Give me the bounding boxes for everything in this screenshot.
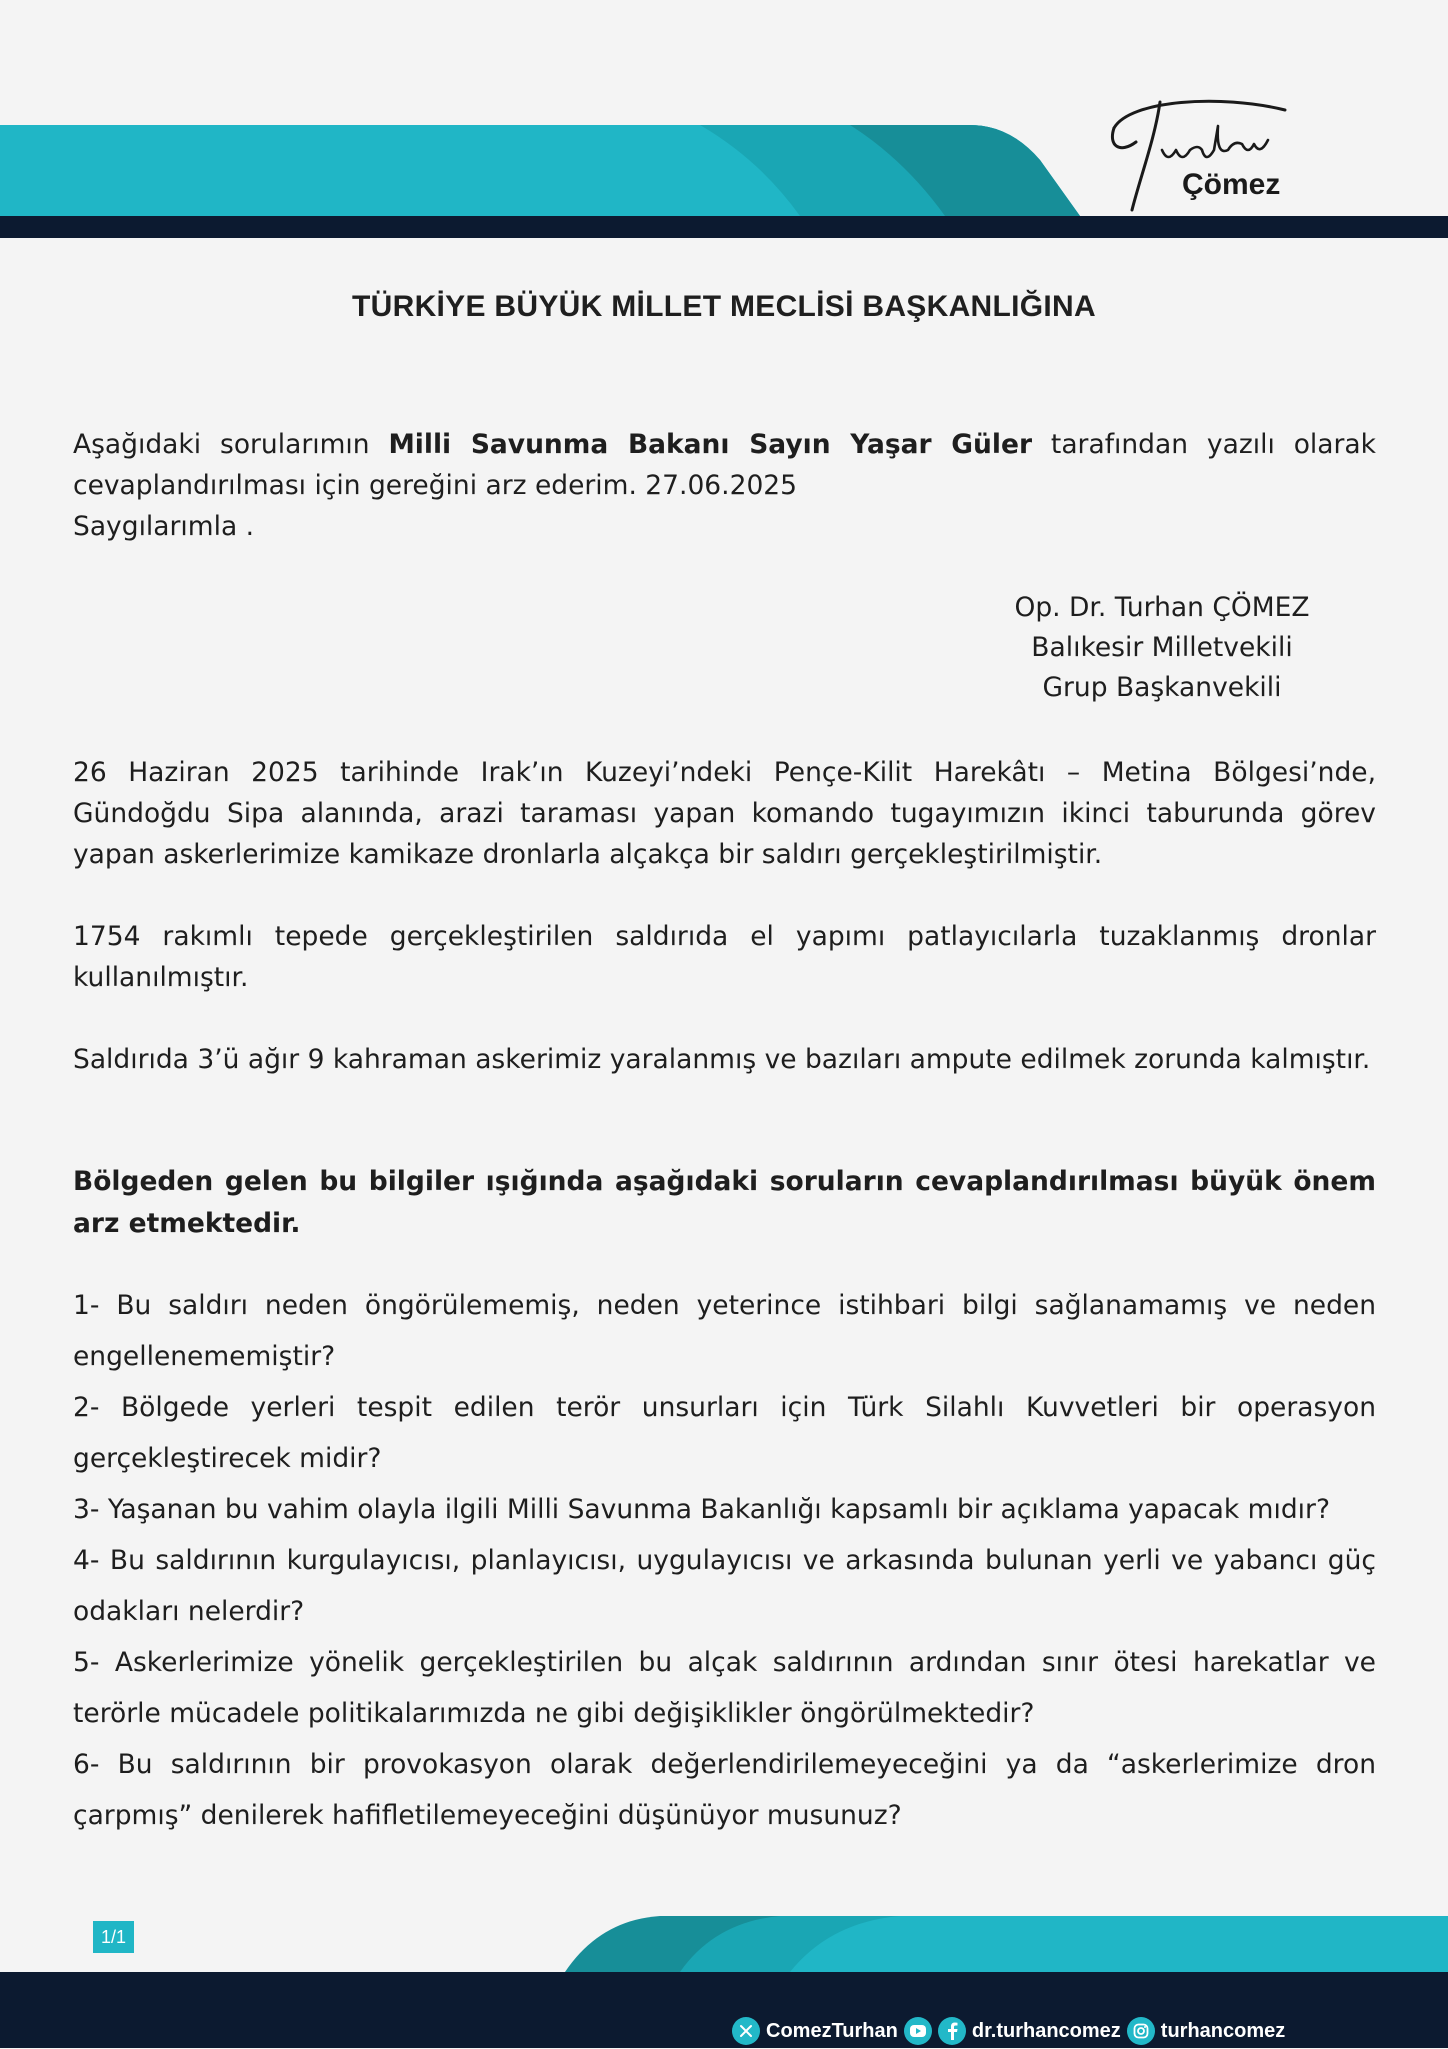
youtube-icon[interactable] <box>904 2017 932 2045</box>
intro-pre: Aşağıdaki sorularımın <box>73 429 389 460</box>
question-item: 2- Bölgede yerleri tespit edilen terör unsurları için Türk Silahlı Kuvvetleri bir operasyon gerçekleştirecek midir? <box>73 1392 1376 1474</box>
question-item: 1- Bu saldırı neden öngörülememiş, neden yeterince istihbari bilgi sağlanamamış ve neden engellenememiştir? <box>73 1290 1376 1372</box>
paragraph: Saldırıda 3’ü ağır 9 kahraman askerimiz yaralanmış ve bazıları ampute edilmek zorunda kalmıştır. <box>73 1044 1371 1075</box>
instagram-handle[interactable]: turhancomez <box>1160 2019 1286 2042</box>
question-item: 4- Bu saldırının kurgulayıcısı, planlayıcısı, uygulayıcısı ve arkasında bulunan yerli ve yabancı güç odakları nelerdir? <box>73 1545 1376 1627</box>
x-handle[interactable]: ComezTurhan <box>766 2019 898 2042</box>
social-links <box>732 2013 1291 2049</box>
question-list <box>73 1280 1376 1841</box>
paragraph: 1754 rakımlı tepede gerçekleştirilen saldırıda el yapımı patlayıcılarla tuzaklanmış dronlar kullanılmıştır. <box>73 921 1376 993</box>
bold-statement: Bölgeden gelen bu bilgiler ışığında aşağıdaki soruların cevaplandırılması büyük önem arz etmektedir. <box>73 1166 1376 1239</box>
instagram-icon[interactable] <box>1127 2017 1155 2045</box>
x-icon[interactable] <box>732 2017 760 2045</box>
intro-post: tarafından yazılı olarak cevaplandırılması için gereğini arz ederim. 27.06.2025 <box>73 429 1377 501</box>
paragraph: 26 Haziran 2025 tarihinde Irak’ın Kuzeyi’ndeki Pençe-Kilit Harekâtı – Metina Bölgesi’nde, Gündoğdu Sipa alanında, arazi taraması yapan komando tugayımızın ikinci taburunda görev yapan askerlerimize kamikaze dronlarla alçakça bir saldırı gerçekleştirilmiştir. <box>73 757 1376 870</box>
question-item: 3- Yaşanan bu vahim olayla ilgili Milli Savunma Bakanlığı kapsamlı bir açıklama yapacak mıdır? <box>73 1494 1331 1525</box>
signature-role: Balıkesir Milletvekili <box>1031 632 1293 663</box>
facebook-icon[interactable] <box>938 2017 966 2045</box>
signature-block <box>952 588 1372 708</box>
question-item: 5- Askerlerimize yönelik gerçekleştirilen bu alçak saldırının ardından sınır ötesi harekatlar ve terörle mücadele politikalarımızda ne gibi değişiklikler öngörülmektedir? <box>73 1647 1376 1729</box>
facebook-handle[interactable]: dr.turhancomez <box>971 2019 1121 2042</box>
document-title: TÜRKİYE BÜYÜK MİLLET MECLİSİ BAŞKANLIĞINA <box>352 290 1096 323</box>
intro-closing: Saygılarımla . <box>73 511 255 542</box>
signature-name: Op. Dr. Turhan ÇÖMEZ <box>1014 592 1310 623</box>
page-number: 1/1 <box>93 1921 134 1953</box>
signature-role: Grup Başkanvekili <box>1042 672 1282 703</box>
question-item: 6- Bu saldırının bir provokasyon olarak değerlendirilemeyeceğini ya da “askerlerimize dron çarpmış” denilerek hafifletilemeyeceğini düşünüyor musunuz? <box>73 1749 1376 1831</box>
intro-paragraph <box>73 424 1376 547</box>
logo-surname: Çömez <box>1182 168 1281 201</box>
intro-minister: Milli Savunma Bakanı Sayın Yaşar Güler <box>388 429 1033 460</box>
